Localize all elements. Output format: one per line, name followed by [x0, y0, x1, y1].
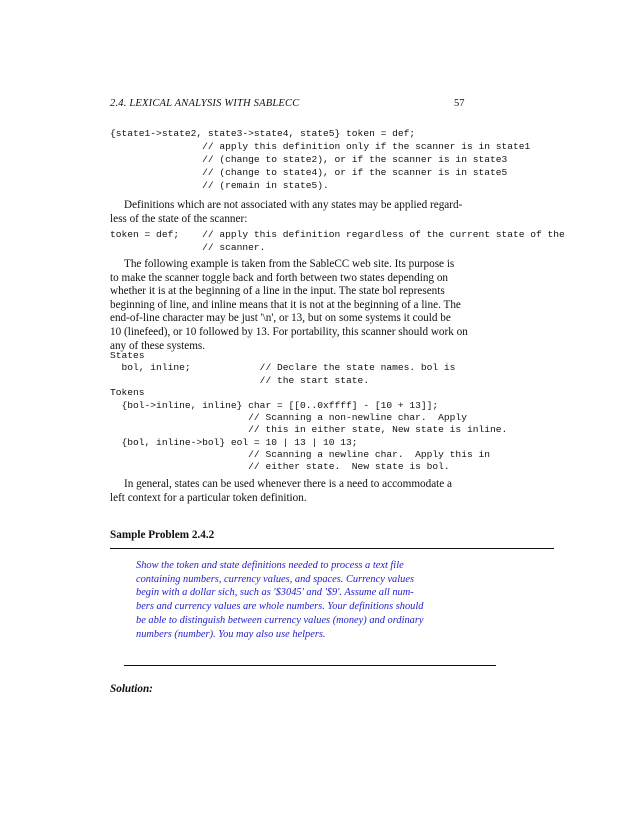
code-line: // (change to state2), or if the scanner is in state3	[110, 154, 508, 165]
problem-line: bers and currency values are whole numbers. Your definitions should	[136, 601, 424, 613]
paragraph-line: Definitions which are not associated with any states may be applied regard-	[124, 199, 463, 211]
code-line: // (remain in state5).	[110, 180, 329, 191]
code-line: {state1->state2, state3->state4, state5} token = def;	[110, 128, 416, 139]
page-number: 57	[454, 98, 465, 109]
code-line: // (change to state4), or if the scanner is in state5	[110, 167, 508, 178]
paragraph-line: to make the scanner toggle back and forth between two states depending on	[110, 271, 449, 284]
paragraph-line: end-of-line character may be just '\n', or 13, but on some systems it could be	[110, 312, 451, 325]
paragraph-line: left context for a particular token definition.	[110, 491, 307, 504]
paragraph-line: any of these systems.	[110, 339, 206, 352]
problem-line: be able to distinguish between currency values (money) and ordinary	[136, 614, 424, 626]
paragraph-line: whether it is at the beginning of a line in the input. The state bol represents	[110, 285, 445, 298]
code-line: token = def; // apply this definition regardless of the current state of the	[110, 229, 565, 240]
paragraph-line: beginning of line, and inline means that it is not at the beginning of a line. The	[110, 298, 461, 311]
paragraph-line: In general, states can be used whenever there is a need to accommodate a	[124, 478, 453, 490]
code-line: // Scanning a non-newline char. Apply	[110, 412, 467, 423]
sample-problem-text	[136, 559, 424, 641]
solution-label: Solution:	[110, 683, 153, 695]
code-line: {bol, inline->bol} eol = 10 | 13 | 10 13;	[110, 437, 358, 448]
paragraph-stateless-definitions	[110, 199, 466, 226]
paragraph-sablecc-example	[110, 258, 466, 353]
code-line: // either state. New state is bol.	[110, 461, 450, 472]
code-line: bol, inline; // Declare the state names. bol is	[110, 362, 456, 373]
code-line: {bol->inline, inline} char = [[0..0xffff] - [10 + 13]];	[110, 400, 439, 411]
problem-line: numbers (number). You may also use helpers.	[136, 628, 326, 640]
sample-problem-bottom-rule	[124, 665, 496, 666]
problem-line: Show the token and state definitions needed to process a text file	[136, 560, 404, 571]
code-line: States	[110, 350, 145, 361]
paragraph-line: The following example is taken from the SableCC web site. Its purpose is	[124, 258, 455, 270]
code-line: // the start state.	[110, 375, 370, 386]
code-line: // this in either state, New state is inline.	[110, 424, 508, 435]
problem-line: containing numbers, currency values, and spaces. Currency values	[136, 573, 414, 585]
paragraph-line: less of the state of the scanner:	[110, 212, 248, 225]
code-line: // apply this definition only if the scanner is in state1	[110, 141, 531, 152]
code-line: Tokens	[110, 387, 145, 398]
paragraph-left-context	[110, 478, 466, 505]
sample-problem-top-rule	[110, 548, 554, 549]
problem-line: begin with a dollar sich, such as '$3045' and '$9'. Assume all num-	[136, 587, 414, 599]
running-header-title: 2.4. LEXICAL ANALYSIS WITH SABLECC	[110, 98, 300, 109]
code-line: // Scanning a newline char. Apply this in	[110, 449, 490, 460]
sample-problem-title: Sample Problem 2.4.2	[110, 529, 215, 541]
code-line: // scanner.	[110, 242, 266, 253]
paragraph-line: 10 (linefeed), or 10 followed by 13. For portability, this scanner should work on	[110, 325, 468, 338]
